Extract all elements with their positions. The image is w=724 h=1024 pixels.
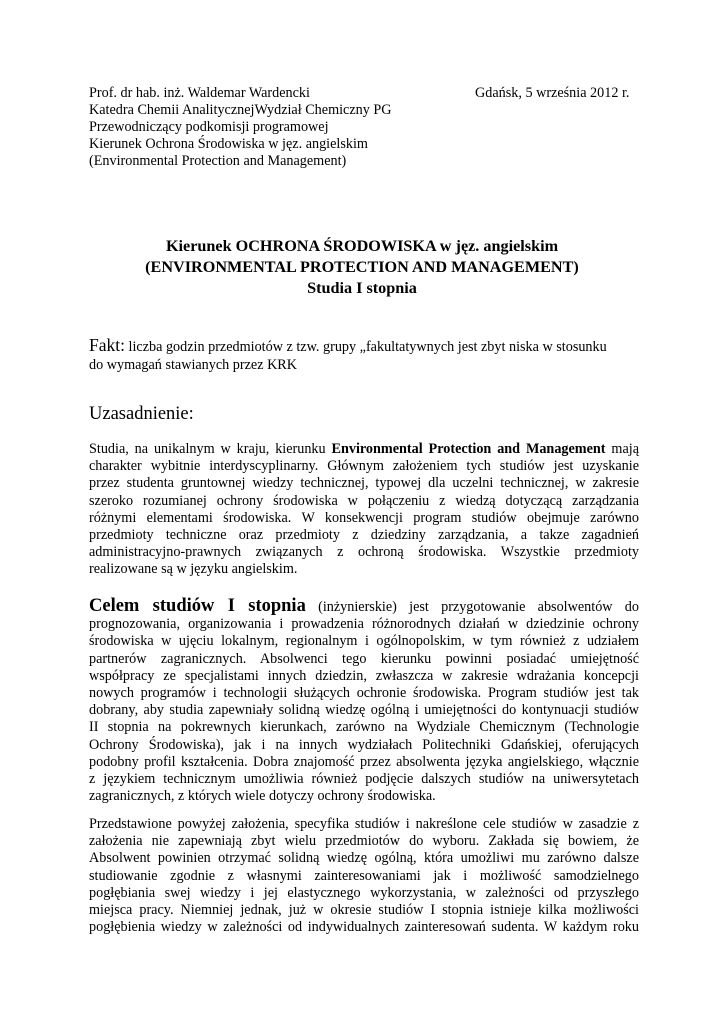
paragraph-1 bbox=[89, 441, 639, 579]
paragraph-line: przez studenta gruntownej wiedzy technicznej, typowej dla uczelni technicznej, w zakresie bbox=[89, 475, 639, 492]
sender-department: Katedra Chemii AnalitycznejWydział Chemiczny PG bbox=[89, 102, 392, 118]
paragraph-line: miejsca pracy. Niemniej jednak, już w okresie studiów I stopnia istnieje kilka możliwości bbox=[89, 902, 639, 919]
paragraph-line: podobny profil kształcenia. Dobra znajomość przez absolwenta języka angielskiego, włącznie bbox=[89, 753, 639, 770]
letter-date: Gdańsk, 5 września 2012 r. bbox=[475, 85, 630, 101]
title-line-3: Studia I stopnia bbox=[307, 279, 417, 297]
paragraph-line: zagranicznych, z których wiele dotyczy ochrony środowiska. bbox=[89, 788, 436, 805]
sender-name: Prof. dr hab. inż. Waldemar Wardencki bbox=[89, 85, 310, 101]
paragraph-line: partnerów zagranicznych. Absolwenci tego kierunku powinni posiadać umiejętność bbox=[89, 650, 639, 667]
paragraph-line: prognozowania, organizowania i prowadzenia różnorodnych działań w dziedzinie ochrony bbox=[89, 616, 639, 633]
paragraph-line: współpracy ze specjalistami innych dziedzin, zwłaszcza w zakresie wdrażania koncepcji bbox=[89, 667, 639, 684]
sender-block bbox=[89, 85, 392, 170]
paragraph-line: Studia, na unikalnym w kraju, kierunku Environmental Protection and Management mają bbox=[89, 441, 639, 457]
paragraph-3 bbox=[89, 816, 639, 936]
paragraph-line: środowiska w ujęciu lokalnym, regionalnym i ogólnopolskim, w tym również z udziałem bbox=[89, 633, 639, 650]
title-line-2: (ENVIRONMENTAL PROTECTION AND MANAGEMENT) bbox=[145, 258, 579, 276]
fact-statement bbox=[89, 336, 639, 374]
program-name-bold: Environmental Protection and Management bbox=[331, 441, 606, 457]
paragraph-line: Absolwent powinien otrzymać solidną wiedzę ogólną, która umożliwi mu zarówno dalsze bbox=[89, 850, 639, 867]
paragraph-line: charakter wybitnie interdyscyplinarny. Głównym założeniem tych studiów jest uzyskanie bbox=[89, 458, 639, 475]
paragraph-line: nowych programów i technologii służących ochronie środowiska. Program studiów jest tak bbox=[89, 685, 639, 702]
justification-heading: Uzasadnienie: bbox=[89, 404, 194, 424]
sender-role: Przewodniczący podkomisji programowej bbox=[89, 119, 329, 135]
sender-program: Kierunek Ochrona Środowiska w jęz. angielskim bbox=[89, 136, 368, 152]
paragraph-line: szeroko rozumianej ochrony środowiska w połączeniu z wiedzą dotyczącą zarządzania bbox=[89, 492, 639, 509]
paragraph-line: dobrany, aby studia zapewniały solidną wiedzę ogólną i umiejętności do kontynuacji studiów bbox=[89, 702, 639, 719]
fact-text-1: liczba godzin przedmiotów z tzw. grupy „fakultatywnych jest zbyt niska w stosunku bbox=[124, 339, 607, 355]
paragraph-line: realizowane są w języku angielskim. bbox=[89, 561, 298, 578]
paragraph-line: założenia nie zapewniają zbyt wielu przedmiotów do wyboru. Zakłada się bowiem, że bbox=[89, 833, 639, 850]
goal-heading-bold: Celem studiów I stopnia bbox=[89, 596, 306, 616]
fact-text-2: do wymagań stawianych przez KRK bbox=[89, 357, 298, 373]
paragraph-line: II stopnia na pokrewnych kierunkach, zarówno na Wydziale Chemicznym (Technologie bbox=[89, 719, 639, 736]
paragraph-line: Celem studiów I stopnia (inżynierskie) jest przygotowanie absolwentów do bbox=[89, 596, 639, 616]
sender-program-en: (Environmental Protection and Management) bbox=[89, 153, 347, 169]
paragraph-2 bbox=[89, 598, 639, 805]
paragraph-line: różnymi elementami środowiska. W konsekwencji program studiów obejmuje zarówno bbox=[89, 509, 639, 526]
paragraph-line: Przedstawione powyżej założenia, specyfika studiów i nakreślone cele studiów w zasadzie z bbox=[89, 816, 639, 832]
title-line-1: Kierunek OCHRONA ŚRODOWISKA w jęz. angielskim bbox=[165, 237, 559, 255]
paragraph-line: pogłębienia wiedzy w zależności od indywidualnych zainteresowań sudenta. W każdym roku bbox=[89, 919, 639, 936]
paragraph-line: administracyjno-prawnych związanych z ochroną środowiska. Wszystkie przedmioty bbox=[89, 544, 639, 561]
paragraph-line: z językiem technicznym umożliwia również podjęcie dalszych studiów na uniwersytetach bbox=[89, 771, 639, 788]
paragraph-line: Ochrony Środowiska), jak i na innych wydziałach Politechniki Gdańskiej, oferujących bbox=[89, 736, 639, 753]
paragraph-line: przedmioty techniczne oraz przedmioty z dziedziny zarządzania, a takze zagadnień bbox=[89, 527, 639, 544]
fact-label: Fakt: bbox=[89, 335, 125, 355]
paragraph-line: pogłębiania swej wiedzy i jej elastycznego wykorzystania, w zależności od przyszłego bbox=[89, 884, 639, 901]
document-title bbox=[0, 236, 724, 299]
paragraph-line: studiowanie zgodnie z własnymi zainteresowaniami jak i możliwość samodzielnego bbox=[89, 867, 639, 884]
